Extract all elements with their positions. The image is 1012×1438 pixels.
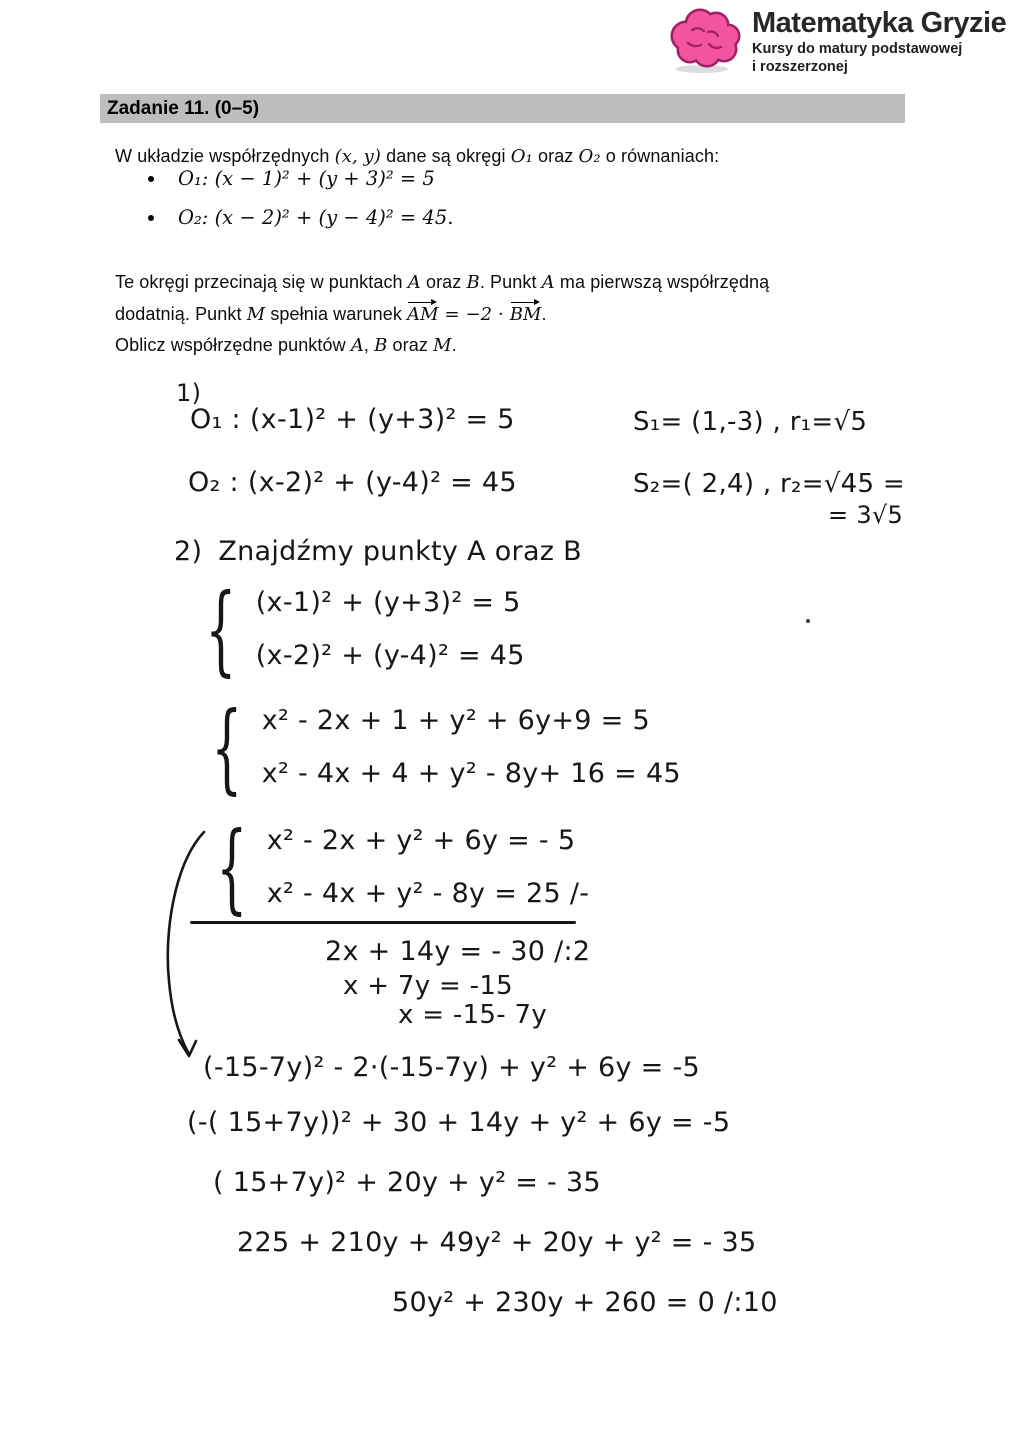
system-brace: { — [211, 691, 243, 804]
task-header-bar — [100, 94, 905, 123]
solution-equation-o1: O₁ : (x-1)² + (y+3)² = 5 — [190, 404, 515, 435]
problem-intro: W układzie współrzędnych (x, y) dane są okręgi O₁ oraz O₂ o równaniach: — [115, 146, 720, 167]
brain-logo-icon — [662, 6, 748, 76]
derived-equation-3: x = -15- 7y — [398, 1000, 548, 1030]
solution-center-radius-o1: S₁= (1,-3) , r₁=√5 — [633, 407, 868, 437]
problem-text-line2: dodatnią. Punkt M spełnia warunek AM = −2 · BM. — [115, 304, 547, 325]
bullet-item-circle1 — [148, 167, 435, 190]
solution-center-radius-o2: S₂=( 2,4) , r₂=√45 = — [633, 469, 906, 499]
solution-step2-label: 2) — [174, 536, 203, 567]
equation-system-2 — [196, 691, 681, 804]
problem-text-line3: Oblicz współrzędne punktów A, B oraz M. — [115, 335, 457, 356]
vector-equation: = −2 · — [438, 304, 510, 325]
solution-step1-label: 1) — [176, 379, 202, 407]
brand-subtitle-line2: i rozszerzonej — [752, 59, 848, 75]
system1-row1: (x-1)² + (y+3)² = 5 — [255, 587, 521, 618]
system1-row2: (x-2)² + (y-4)² = 45 — [255, 640, 525, 671]
system3-row1: x² - 2x + y² + 6y = - 5 — [266, 825, 576, 856]
expanded-equation-2: (-( 15+7y))² + 30 + 14y + y² + 6y = -5 — [187, 1107, 731, 1138]
problem-text-line1: Te okręgi przecinają się w punktach A oraz B. Punkt A ma pierwszą współrzędną — [115, 272, 770, 293]
brand-title: Matematyka Gryzie — [752, 7, 1007, 39]
task-title: Zadanie 11. (0–5) — [107, 97, 260, 119]
system2-row2: x² - 4x + 4 + y² - 8y+ 16 = 45 — [261, 758, 681, 789]
brand-header — [660, 4, 1012, 88]
vector-bm: BM — [509, 304, 542, 325]
brand-subtitle-line1: Kursy do matury podstawowej — [752, 41, 963, 57]
equation-system-3 — [201, 811, 590, 924]
system2-row1: x² - 2x + 1 + y² + 6y+9 = 5 — [261, 705, 650, 736]
solution-step2-title: Znajdźmy punkty A oraz B — [218, 536, 582, 567]
expanded-equation-4: 225 + 210y + 49y² + 20y + y² = - 35 — [237, 1227, 757, 1258]
ink-dot — [806, 619, 810, 623]
bullet-dot — [148, 176, 154, 182]
brand-text — [752, 6, 1006, 76]
solution-radius-o2-simplified: = 3√5 — [828, 501, 904, 529]
derived-equation-2: x + 7y = -15 — [343, 971, 514, 1001]
curved-down-arrow-icon — [158, 826, 216, 1064]
system-brace: { — [216, 811, 248, 924]
solution-step2-heading — [174, 536, 582, 567]
system3-row2: x² - 4x + y² - 8y = 25 /- — [266, 878, 590, 909]
derived-equation-1: 2x + 14y = - 30 /:2 — [325, 936, 591, 967]
equation-circle1: O₁: (x − 1)² + (y + 3)² = 5 — [178, 167, 435, 190]
expanded-equation-5: 50y² + 230y + 260 = 0 /:10 — [392, 1287, 778, 1318]
equation-circle2: O₂: (x − 2)² + (y − 4)² = 45. — [178, 206, 454, 229]
equation-system-1 — [190, 573, 525, 686]
bullet-item-circle2 — [148, 206, 453, 229]
subtraction-line — [190, 921, 576, 924]
bullet-dot — [148, 215, 154, 221]
expanded-equation-3: ( 15+7y)² + 20y + y² = - 35 — [213, 1167, 601, 1198]
vector-am: AM — [407, 304, 439, 325]
expanded-equation-1: (-15-7y)² - 2·(-15-7y) + y² + 6y = -5 — [203, 1052, 700, 1083]
solution-equation-o2: O₂ : (x-2)² + (y-4)² = 45 — [188, 467, 517, 498]
system-brace: { — [205, 573, 237, 686]
